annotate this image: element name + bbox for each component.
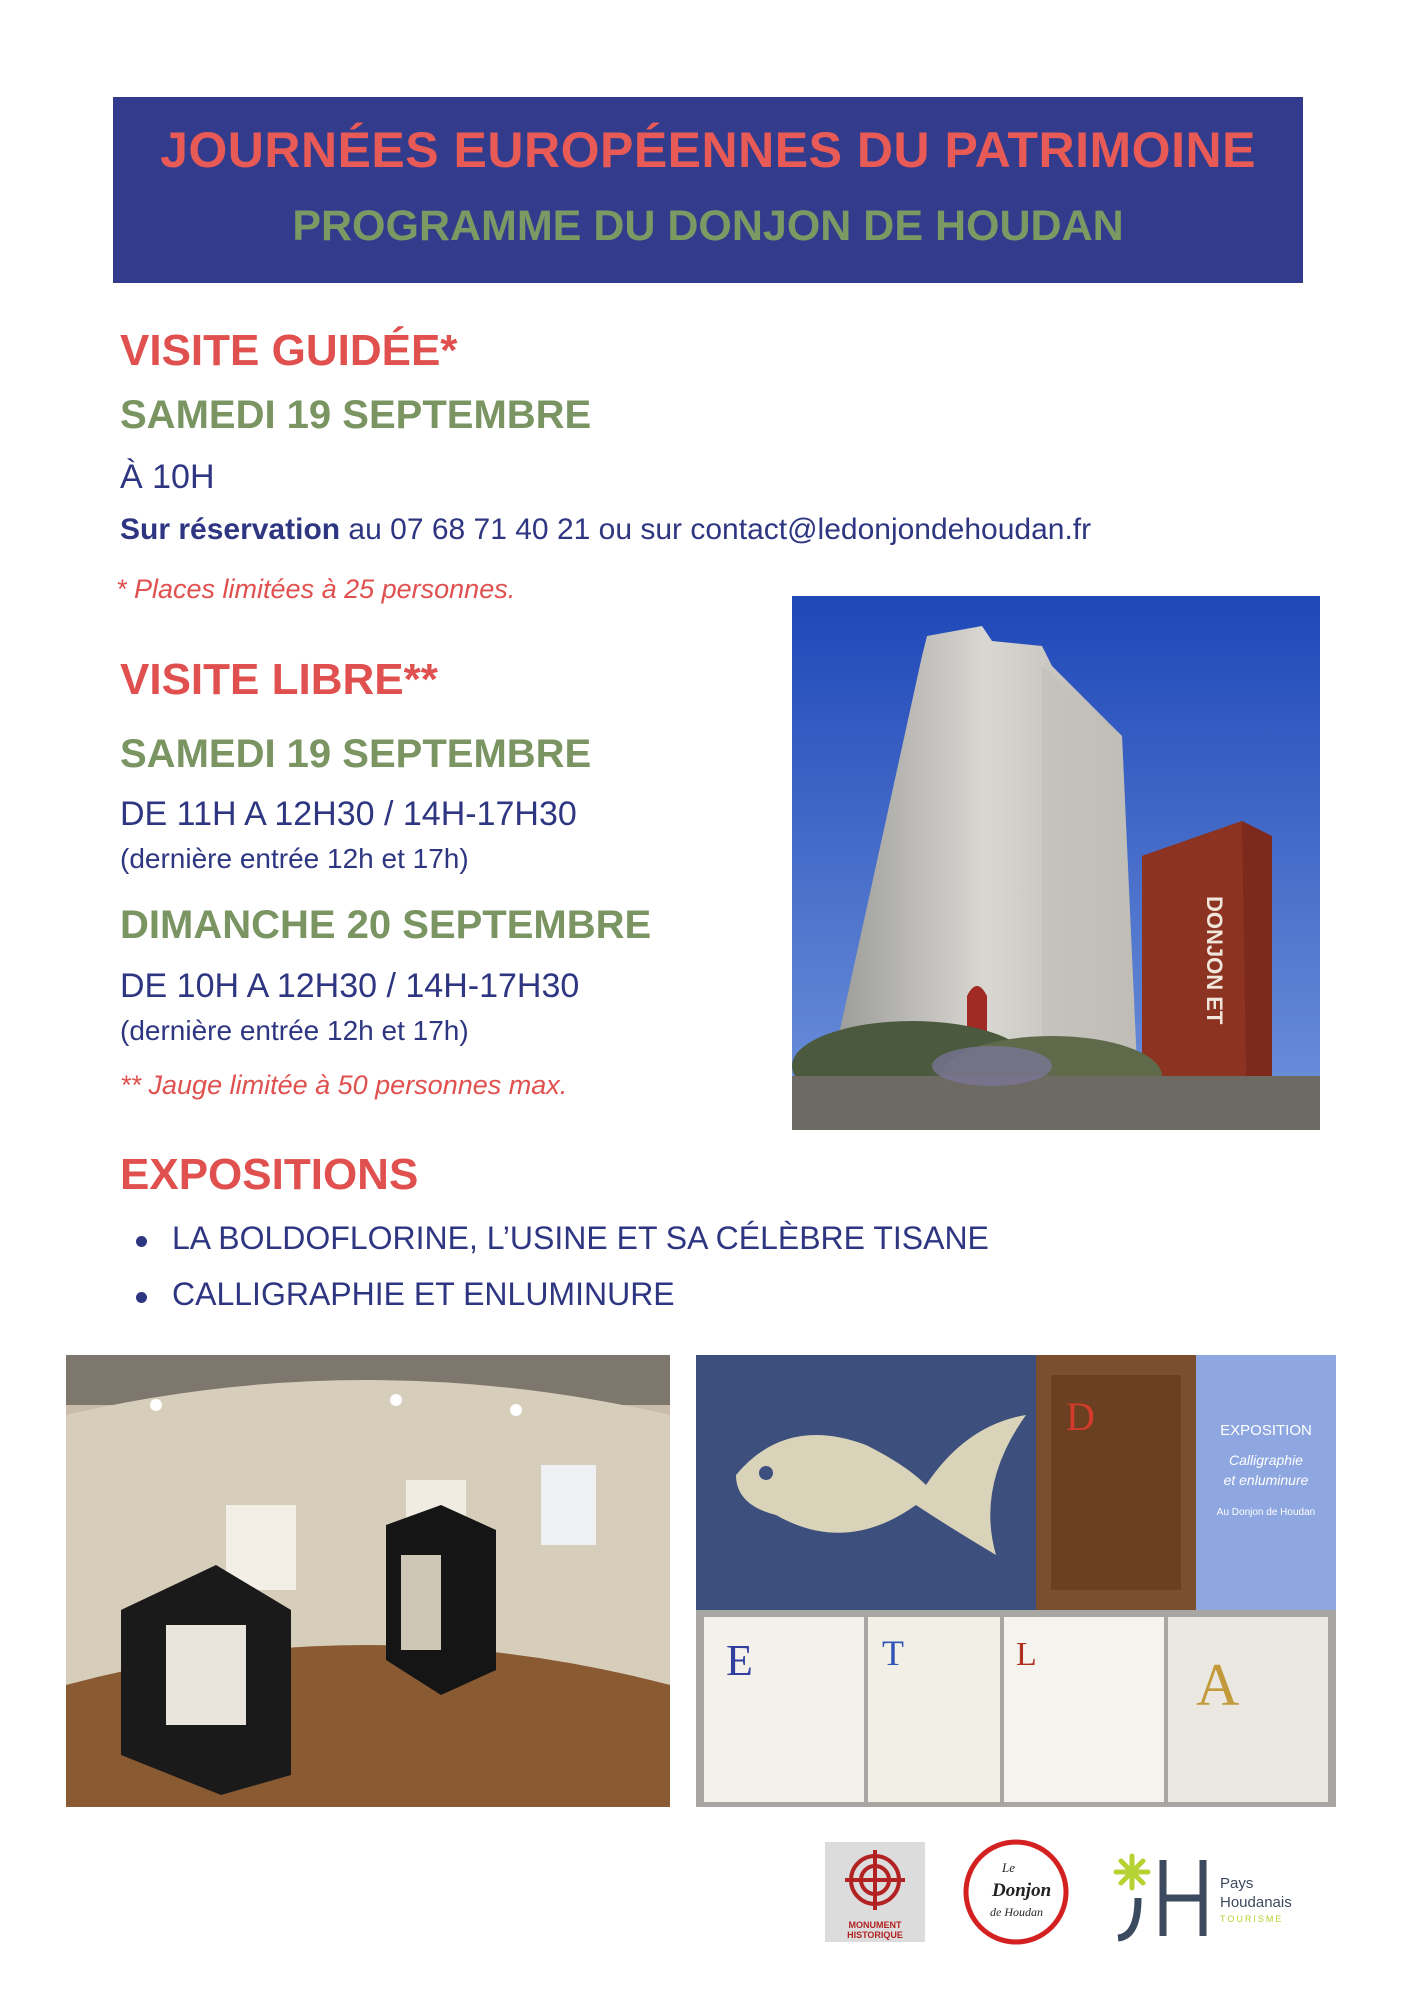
monument-logo-line1: MONUMENT xyxy=(848,1920,902,1930)
donjon-logo-line2: Donjon xyxy=(992,1880,1052,1901)
pays-logo-line2: Houdanais xyxy=(1220,1894,1292,1911)
free-visit-note: ** Jauge limitée à 50 personnes max. xyxy=(120,1070,568,1100)
expositions-heading: EXPOSITIONS xyxy=(120,1150,419,1199)
expo-bullet-2 xyxy=(136,1292,147,1303)
svg-text:L: L xyxy=(1016,1636,1037,1673)
free-visit-day1-hours: DE 11H A 12H30 / 14H-17H30 xyxy=(120,795,577,833)
callig-panel-title: EXPOSITION xyxy=(1220,1422,1312,1439)
guided-visit-heading: VISITE GUIDÉE* xyxy=(120,326,458,375)
svg-text:E: E xyxy=(726,1636,753,1685)
program-subtitle: PROGRAMME DU DONJON DE HOUDAN xyxy=(292,202,1124,250)
guided-visit-note: * Places limitées à 25 personnes. xyxy=(116,574,516,604)
pays-logo-line3: TOURISME xyxy=(1220,1914,1284,1924)
callig-panel-subtitle-2: et enluminure xyxy=(1223,1472,1309,1488)
free-visit-day2-date: DIMANCHE 20 SEPTEMBRE xyxy=(120,903,652,947)
svg-text:A: A xyxy=(1196,1652,1240,1718)
guided-visit-time: À 10H xyxy=(120,458,215,496)
pays-houdanais-logo xyxy=(1108,1848,1338,1948)
free-visit-day1-date: SAMEDI 19 SEPTEMBRE xyxy=(120,732,592,776)
donjon-tower-photo xyxy=(792,596,1320,1130)
monument-historique-logo xyxy=(825,1842,925,1942)
donjon-logo-line3: de Houdan xyxy=(990,1905,1043,1919)
free-visit-day2-last-entry: (dernière entrée 12h et 17h) xyxy=(120,1015,469,1046)
donjon-de-houdan-logo xyxy=(962,1838,1070,1946)
header-banner xyxy=(113,97,1303,283)
monument-logo-line2: HISTORIQUE xyxy=(847,1930,903,1940)
free-visit-day1-last-entry: (dernière entrée 12h et 17h) xyxy=(120,843,469,874)
svg-text:T: T xyxy=(882,1633,904,1673)
donjon-logo-line1: Le xyxy=(1002,1860,1015,1875)
svg-text:D: D xyxy=(1066,1394,1095,1439)
donjon-sign-text: DONJON ET xyxy=(1202,896,1227,1025)
exhibition-room-photo xyxy=(66,1355,670,1807)
bullet-icon xyxy=(136,1292,147,1303)
pays-logo-line1: Pays xyxy=(1220,1875,1254,1892)
free-visit-heading: VISITE LIBRE** xyxy=(120,655,438,704)
expo-bullet-1 xyxy=(136,1236,147,1247)
guided-visit-date: SAMEDI 19 SEPTEMBRE xyxy=(120,393,592,437)
expo-item-1: LA BOLDOFLORINE, L’USINE ET SA CÉLÈBRE TISANE xyxy=(172,1220,989,1256)
event-title: JOURNÉES EUROPÉENNES DU PATRIMOINE xyxy=(160,122,1256,178)
free-visit-day2-hours: DE 10H A 12H30 / 14H-17H30 xyxy=(120,967,580,1005)
reservation-label: Sur réservation xyxy=(120,513,341,546)
reservation-line xyxy=(120,513,1091,547)
calligraphy-collage xyxy=(696,1355,1336,1807)
expo-item-2: CALLIGRAPHIE ET ENLUMINURE xyxy=(172,1276,675,1312)
bullet-icon xyxy=(136,1236,147,1247)
callig-panel-place: Au Donjon de Houdan xyxy=(1216,1507,1316,1518)
callig-panel-subtitle-1: Calligraphie xyxy=(1229,1452,1303,1468)
reservation-contact: au 07 68 71 40 21 ou sur contact@ledonjondehoudan.fr xyxy=(340,513,1092,546)
